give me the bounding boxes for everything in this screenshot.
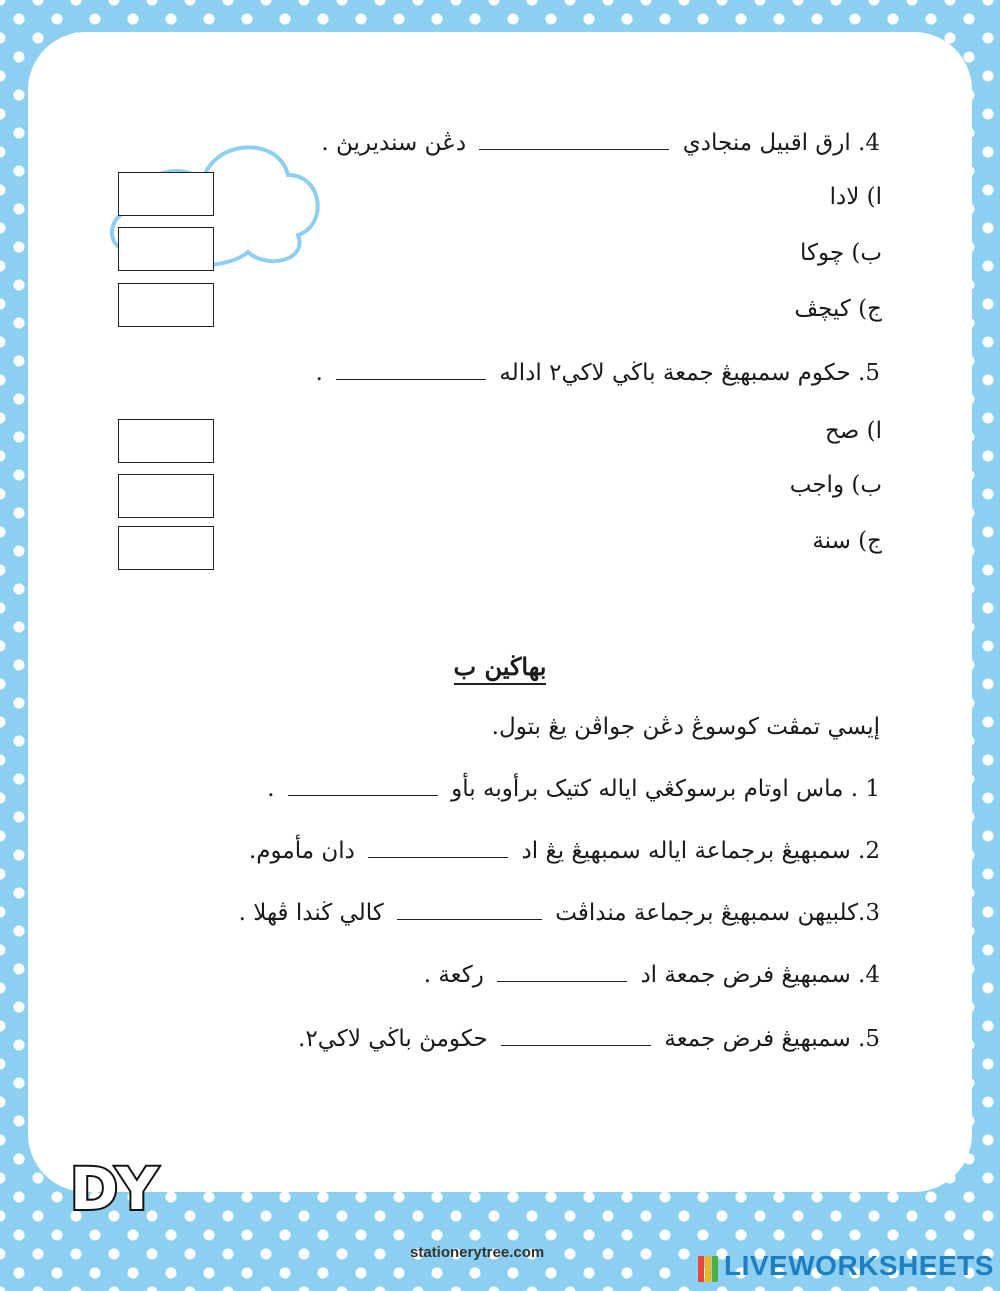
fill-question-2 bbox=[249, 838, 880, 864]
fill-question-2-suffix: دان مأموم. bbox=[248, 838, 355, 864]
fill-question-3 bbox=[239, 900, 880, 926]
q5-option-a-checkbox[interactable] bbox=[118, 419, 214, 463]
fill-question-5-suffix: حکومڽ باڬي لاکي٢. bbox=[298, 1026, 488, 1052]
fill-question-3-blank[interactable] bbox=[397, 918, 542, 920]
question-5-prefix: 5. حکوم سمبهيڠ جمعة باڬي لاکي٢ اداله bbox=[499, 360, 880, 386]
question-4-suffix: دڠن سنديريڽ . bbox=[321, 130, 467, 156]
fill-question-3-prefix: 3.کلبيهن سمبهيڠ برجماعة منداڤت bbox=[555, 900, 880, 926]
section-b-heading bbox=[0, 652, 1000, 681]
q4-option-b-checkbox[interactable] bbox=[118, 227, 214, 271]
fill-question-2-prefix: 2. سمبهيڠ برجماعة اياله سمبهيڠ يڠ اد bbox=[521, 838, 880, 864]
question-5 bbox=[315, 360, 880, 386]
q4-option-a: ا) لادا bbox=[829, 184, 882, 210]
stationerytree-credit: stationerytree.com bbox=[410, 1244, 545, 1261]
question-5-blank[interactable] bbox=[336, 378, 486, 380]
fill-question-1-blank[interactable] bbox=[288, 794, 438, 796]
dy-logo: DY bbox=[70, 1155, 160, 1223]
q5-option-b-checkbox[interactable] bbox=[118, 474, 214, 518]
fill-question-4-suffix: رکعة . bbox=[423, 962, 484, 988]
liveworksheets-logo-icon bbox=[698, 1256, 722, 1282]
q5-option-b: ب) واجب bbox=[789, 472, 882, 498]
fill-question-2-blank[interactable] bbox=[368, 856, 508, 858]
q4-option-c-checkbox[interactable] bbox=[118, 283, 214, 327]
fill-question-5-blank[interactable] bbox=[501, 1044, 651, 1046]
liveworksheets-brand: LIVEWORKSHEETS bbox=[724, 1250, 994, 1281]
question-5-suffix: . bbox=[315, 360, 323, 386]
fill-question-1 bbox=[267, 776, 880, 802]
q5-option-a: ا) صح bbox=[824, 418, 882, 444]
fill-question-1-suffix: . bbox=[267, 776, 275, 802]
fill-question-3-suffix: کالي ڬندا ڤهلا . bbox=[238, 900, 384, 926]
question-4 bbox=[321, 130, 880, 156]
question-4-prefix: 4. ارق اقبيل منجادي bbox=[682, 130, 880, 156]
fill-question-4-prefix: 4. سمبهيڠ فرض جمعة اد bbox=[640, 962, 880, 988]
question-4-blank[interactable] bbox=[479, 148, 669, 150]
q5-option-c: ج) سنة bbox=[812, 528, 882, 554]
section-b-title: بهاڬين ب bbox=[454, 652, 547, 685]
q4-option-c: ج) کيچڤ bbox=[794, 296, 882, 322]
fill-question-1-prefix: 1 . ماس اوتام برسوکڠي اياله کتيک برأوبه بأو bbox=[451, 776, 880, 802]
q4-option-b: ب) چوکا bbox=[800, 240, 882, 266]
q4-option-a-checkbox[interactable] bbox=[118, 172, 214, 216]
fill-question-5-prefix: 5. سمبهيڠ فرض جمعة bbox=[664, 1026, 880, 1052]
fill-question-4 bbox=[424, 962, 880, 988]
section-b-instruction: إيسي تمڤت کوسوڠ دڠن جواڤن يڠ بتول. bbox=[491, 714, 880, 740]
fill-question-4-blank[interactable] bbox=[497, 980, 627, 982]
fill-question-5 bbox=[298, 1026, 880, 1052]
q5-option-c-checkbox[interactable] bbox=[118, 526, 214, 570]
